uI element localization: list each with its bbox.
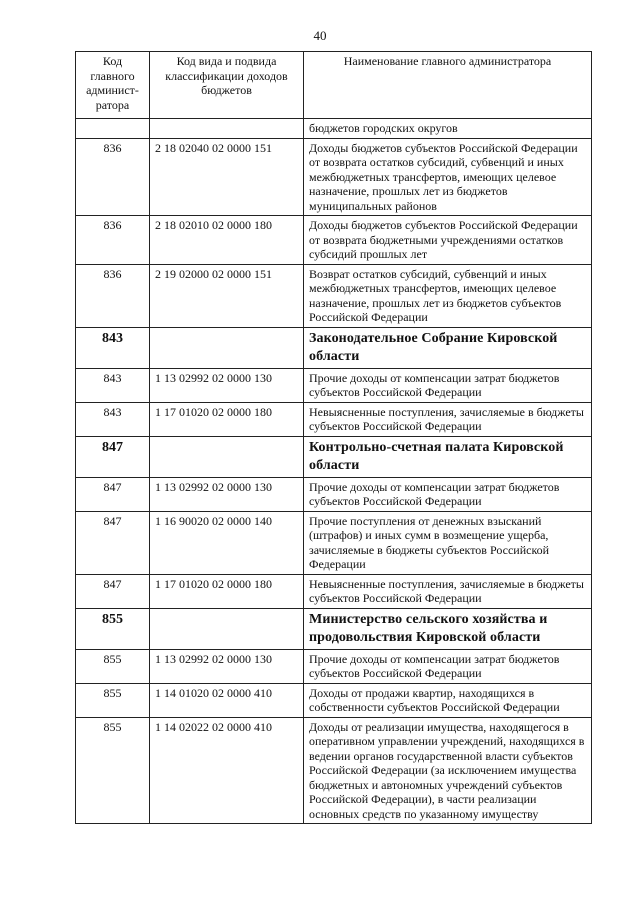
table-header-row [76, 52, 592, 119]
admin-code-cell: 855 [76, 649, 150, 683]
revenue-name-cell: Прочие поступления от денежных взысканий (штрафов) и иных сумм в возмещение ущерба, зачисляемые в бюджеты субъектов Российской Федерации [304, 511, 592, 574]
table-row [76, 574, 592, 608]
budget-admin-table [75, 51, 592, 824]
table-row [76, 216, 592, 265]
header-kbk-code: Код вида и подвида классификации доходов бюджетов [150, 52, 304, 119]
admin-code-cell: 855 [76, 608, 150, 649]
kbk-code-cell: 1 13 02992 02 0000 130 [150, 368, 304, 402]
admin-code-cell: 843 [76, 402, 150, 436]
revenue-name-cell: Невыясненные поступления, зачисляемые в бюджеты субъектов Российской Федерации [304, 574, 592, 608]
admin-code-cell [76, 119, 150, 139]
admin-name-cell: Министерство сельского хозяйства и продовольствия Кировской области [304, 608, 592, 649]
header-admin-name: Наименование главного администратора [304, 52, 592, 119]
kbk-code-cell: 1 17 01020 02 0000 180 [150, 574, 304, 608]
table-row [76, 264, 592, 327]
kbk-code-cell: 1 13 02992 02 0000 130 [150, 649, 304, 683]
revenue-name-cell: Прочие доходы от компенсации затрат бюджетов субъектов Российской Федерации [304, 477, 592, 511]
admin-code-cell: 855 [76, 717, 150, 824]
admin-code-cell: 836 [76, 264, 150, 327]
kbk-code-cell: 2 19 02000 02 0000 151 [150, 264, 304, 327]
revenue-name-cell: Возврат остатков субсидий, субвенций и иных межбюджетных трансфертов, имеющих целевое назначение, прошлых лет из бюджетов субъектов Российской Федерации [304, 264, 592, 327]
revenue-name-cell: Невыясненные поступления, зачисляемые в бюджеты субъектов Российской Федерации [304, 402, 592, 436]
admin-group-row [76, 608, 592, 649]
admin-code-cell: 843 [76, 327, 150, 368]
admin-group-row [76, 436, 592, 477]
kbk-code-cell [150, 436, 304, 477]
kbk-code-cell: 2 18 02040 02 0000 151 [150, 138, 304, 216]
kbk-code-cell: 1 14 02022 02 0000 410 [150, 717, 304, 824]
table-row [76, 683, 592, 717]
admin-code-cell: 847 [76, 436, 150, 477]
table-row [76, 119, 592, 139]
revenue-name-cell: Доходы от продажи квартир, находящихся в собственности субъектов Российской Федерации [304, 683, 592, 717]
revenue-name-cell: Прочие доходы от компенсации затрат бюджетов субъектов Российской Федерации [304, 649, 592, 683]
kbk-code-cell: 2 18 02010 02 0000 180 [150, 216, 304, 265]
revenue-name-cell: Доходы бюджетов субъектов Российской Федерации от возврата бюджетными учреждениями остатков субсидий прошлых лет [304, 216, 592, 265]
kbk-code-cell: 1 13 02992 02 0000 130 [150, 477, 304, 511]
kbk-code-cell: 1 17 01020 02 0000 180 [150, 402, 304, 436]
kbk-code-cell: 1 14 01020 02 0000 410 [150, 683, 304, 717]
admin-code-cell: 847 [76, 574, 150, 608]
table-row [76, 138, 592, 216]
table-row [76, 649, 592, 683]
admin-code-cell: 847 [76, 511, 150, 574]
table-row [76, 477, 592, 511]
admin-code-cell: 836 [76, 216, 150, 265]
admin-code-cell: 847 [76, 477, 150, 511]
admin-code-cell: 855 [76, 683, 150, 717]
header-admin-code: Код главного админист-ратора [76, 52, 150, 119]
kbk-code-cell [150, 327, 304, 368]
page-number: 40 [313, 28, 327, 43]
kbk-code-cell [150, 608, 304, 649]
table-row [76, 717, 592, 824]
table-row [76, 511, 592, 574]
admin-group-row [76, 327, 592, 368]
kbk-code-cell: 1 16 90020 02 0000 140 [150, 511, 304, 574]
revenue-name-cell: Прочие доходы от компенсации затрат бюджетов субъектов Российской Федерации [304, 368, 592, 402]
table-row [76, 402, 592, 436]
admin-name-cell: Контрольно-счетная палата Кировской области [304, 436, 592, 477]
kbk-code-cell [150, 119, 304, 139]
table-body [76, 119, 592, 824]
admin-code-cell: 836 [76, 138, 150, 216]
admin-name-cell: Законодательное Собрание Кировской области [304, 327, 592, 368]
admin-code-cell: 843 [76, 368, 150, 402]
revenue-name-cell: Доходы от реализации имущества, находящегося в оперативном управлении учреждений, находящихся в ведении органов государственной власти субъектов Российской Федерации (за исключением имущества бюджетных и автономных учреждений субъектов Российской Федерации), в части реализации основных средств по указанному имуществу [304, 717, 592, 824]
revenue-name-cell: Доходы бюджетов субъектов Российской Федерации от возврата остатков субсидий, субвенций и иных межбюджетных трансфертов, имеющих целевое назначение, прошлых лет из бюджетов муниципальных районов [304, 138, 592, 216]
revenue-name-cell: бюджетов городских округов [304, 119, 592, 139]
table-row [76, 368, 592, 402]
